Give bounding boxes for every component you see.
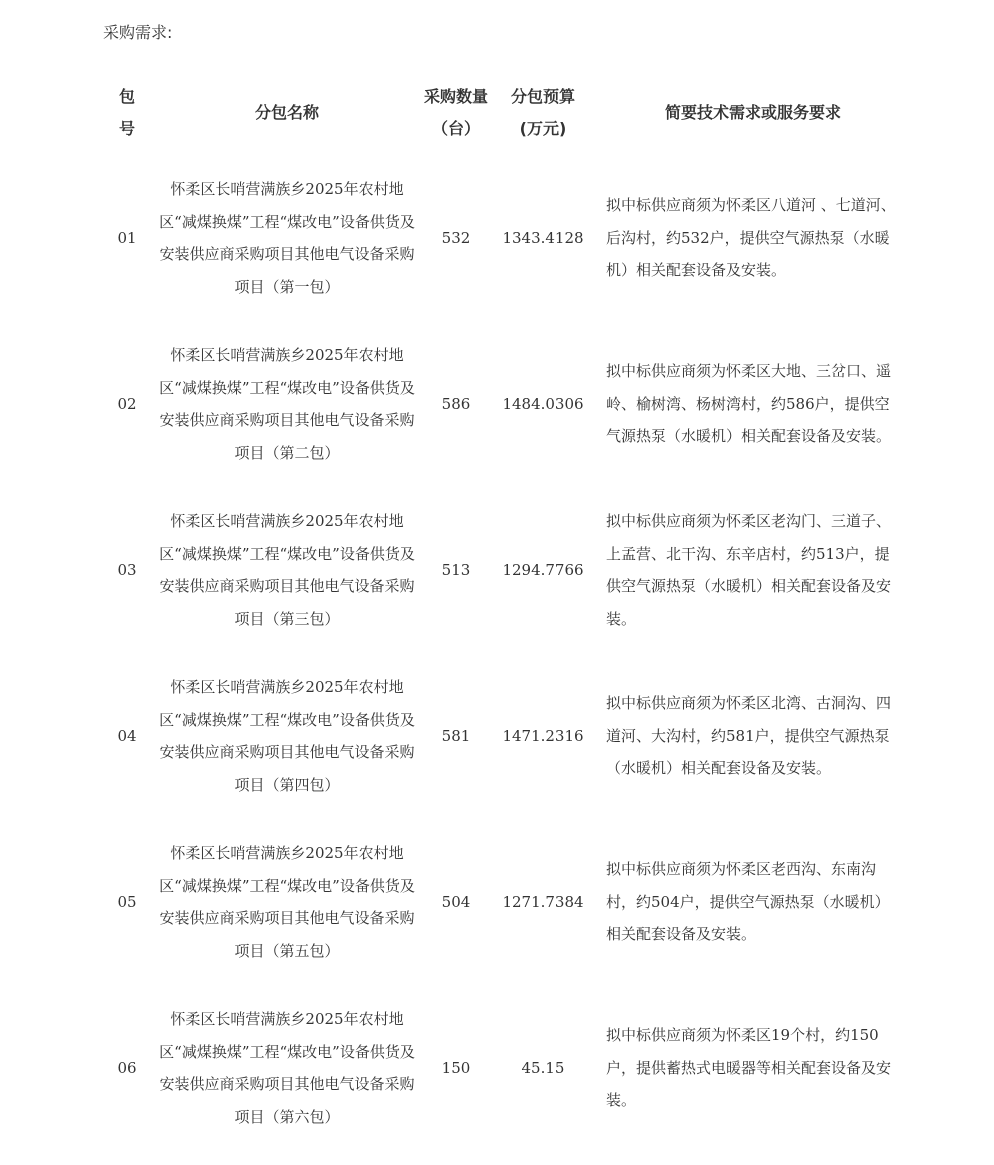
budget-cell: 1484.0306 <box>502 394 584 413</box>
package-name-cell: 怀柔区长哨营满族乡2025年农村地区“减煤换煤”工程“煤改电”设备供货及安装供应商采购项目其他电气设备采购项目（第一包） <box>159 180 415 296</box>
package-no-cell: 06 <box>117 1058 137 1077</box>
package-no-cell: 04 <box>117 726 137 745</box>
requirements-cell: 拟中标供应商须为怀柔区北湾、古洞沟、四道河、大沟村，约581户，提供空气源热泵（水暖机）相关配套设备及安装。 <box>606 694 892 778</box>
package-name-cell: 怀柔区长哨营满族乡2025年农村地区“减煤换煤”工程“煤改电”设备供货及安装供应商采购项目其他电气设备采购项目（第六包） <box>159 1010 415 1126</box>
header-budget-line2: (万元) <box>519 119 567 138</box>
header-budget <box>488 73 598 155</box>
quantity-cell: 581 <box>441 726 471 745</box>
requirements-cell: 拟中标供应商须为怀柔区八道河 、七道河、后沟村，约532户，提供空气源热泵（水暖机）相关配套设备及安装。 <box>606 196 896 280</box>
package-name-cell: 怀柔区长哨营满族乡2025年农村地区“减煤换煤”工程“煤改电”设备供货及安装供应商采购项目其他电气设备采购项目（第五包） <box>159 844 415 960</box>
requirements-cell: 拟中标供应商须为怀柔区19个村，约150户，提供蓄热式电暖器等相关配套设备及安装。 <box>606 1026 892 1110</box>
package-no-cell: 03 <box>117 560 137 579</box>
table-row <box>104 653 906 819</box>
quantity-cell: 532 <box>441 228 471 247</box>
header-package-no-line1: 包 <box>118 87 135 106</box>
header-package-name: 分包名称 <box>254 103 319 122</box>
quantity-cell: 586 <box>441 394 471 413</box>
package-no-cell: 01 <box>117 228 137 247</box>
header-package-no <box>104 73 150 155</box>
quantity-cell: 504 <box>441 892 471 911</box>
budget-cell: 45.15 <box>521 1058 565 1077</box>
header-quantity <box>424 73 488 155</box>
table-row <box>104 487 906 653</box>
budget-cell: 1271.7384 <box>502 892 584 911</box>
header-budget-line1: 分包预算 <box>510 87 575 106</box>
package-no-cell: 05 <box>117 892 137 911</box>
budget-cell: 1471.2316 <box>502 726 584 745</box>
budget-cell: 1294.7766 <box>502 560 584 579</box>
quantity-cell: 150 <box>441 1058 471 1077</box>
table-row <box>104 155 906 321</box>
table-row <box>104 985 906 1151</box>
header-quantity-line1: 采购数量 <box>424 87 489 106</box>
package-name-cell: 怀柔区长哨营满族乡2025年农村地区“减煤换煤”工程“煤改电”设备供货及安装供应商采购项目其他电气设备采购项目（第四包） <box>159 678 415 794</box>
header-package-no-line2: 号 <box>118 119 135 138</box>
procurement-requirements-label: 采购需求: <box>103 23 173 42</box>
table-row <box>104 321 906 487</box>
table-row <box>104 819 906 985</box>
package-name-cell: 怀柔区长哨营满族乡2025年农村地区“减煤换煤”工程“煤改电”设备供货及安装供应商采购项目其他电气设备采购项目（第二包） <box>159 346 415 462</box>
requirements-cell: 拟中标供应商须为怀柔区大地、三岔口、遥岭、榆树湾、杨树湾村，约586户，提供空气源热泵（水暖机）相关配套设备及安装。 <box>606 362 892 446</box>
table-header-row <box>104 73 906 155</box>
requirements-cell: 拟中标供应商须为怀柔区老沟门、三道子、上孟营、北干沟、东辛店村，约513户，提供空气源热泵（水暖机）相关配套设备及安装。 <box>606 512 892 628</box>
requirements-cell: 拟中标供应商须为怀柔区老西沟、东南沟村，约504户，提供空气源热泵（水暖机）相关配套设备及安装。 <box>606 860 890 944</box>
package-name-cell: 怀柔区长哨营满族乡2025年农村地区“减煤换煤”工程“煤改电”设备供货及安装供应商采购项目其他电气设备采购项目（第三包） <box>159 512 415 628</box>
package-no-cell: 02 <box>117 394 137 413</box>
header-quantity-line2: （台） <box>431 119 480 138</box>
quantity-cell: 513 <box>441 560 471 579</box>
header-requirements: 简要技术需求或服务要求 <box>664 103 841 122</box>
procurement-table <box>104 73 906 1151</box>
budget-cell: 1343.4128 <box>502 228 584 247</box>
